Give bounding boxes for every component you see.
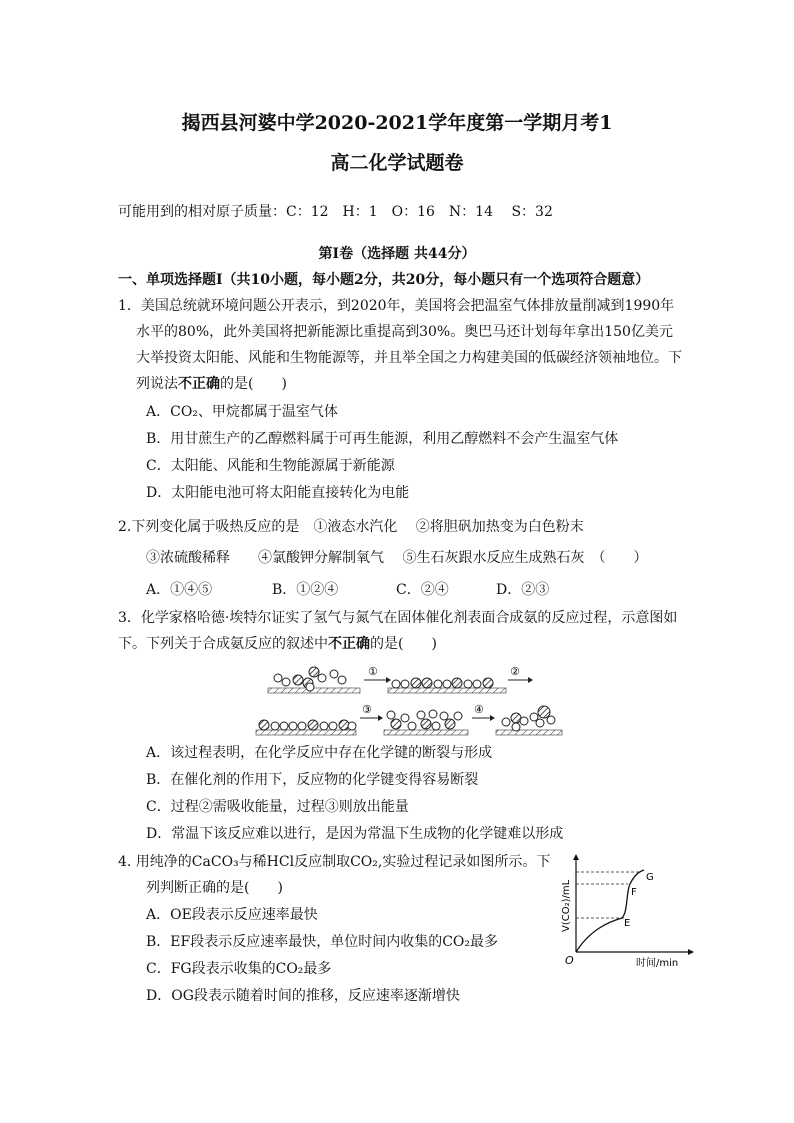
exam-title: 揭西县河婆中学2020-2021学年度第一学期月考1 — [181, 112, 613, 134]
q2-line2: ③浓硫酸稀释 ④氯酸钾分解制氧气 ⑤生石灰跟水反应生成熟石灰 （ ） — [146, 550, 648, 566]
q4-option-a: A．OE段表示反应速率最快 — [146, 907, 318, 923]
arrowhead-1 — [386, 677, 391, 683]
step-label-1: ① — [368, 665, 378, 678]
q2-option-c: C．②④ — [396, 582, 449, 598]
origin-label: O — [565, 954, 574, 967]
stage-adsorbed — [388, 678, 506, 693]
q4-line1: 4. 用纯净的CaCO₃与稀HCl反应制取CO₂,实验过程记录如图所示。下 — [118, 854, 551, 870]
q2-option-a: A．①④⑤ — [146, 582, 213, 598]
point-g-label: G — [646, 872, 654, 883]
y-axis-label: V(CO₂)/mL — [561, 879, 572, 932]
part-title: 一、单项选择题Ⅰ（共10小题，每小题2分，共20分，每小题只有一个选项符合题意） — [118, 272, 650, 288]
point-f-label: F — [631, 887, 637, 898]
atomic-masses: 可能用到的相对原子质量：C：12 H：1 O：16 N：14 S：32 — [118, 204, 553, 220]
q3-option-c: C．过程②需吸收能量，过程③则放出能量 — [146, 799, 409, 815]
q1-line1: 1．美国总统就环境问题公开表示，到2020年，美国将会把温室气体排放量削减到1990年 — [118, 298, 675, 314]
q3-line2-pre: 下。下列关于合成氨反应的叙述中 — [118, 636, 328, 652]
q1-line4-pre: 列说法 — [136, 376, 178, 392]
q3-line2-post: 的是( ) — [370, 636, 437, 652]
q4-option-d: D．OG段表示随着时间的推移，反应速率逐渐增快 — [146, 988, 460, 1004]
q3-option-d: D．常温下该反应难以进行，是因为常温下生成物的化学键难以形成 — [146, 826, 564, 842]
q2-option-d: D．②③ — [496, 582, 550, 598]
exam-subtitle: 高二化学试题卷 — [330, 152, 464, 174]
q2-option-b: B．①②④ — [272, 582, 339, 598]
q4-option-c: C．FG段表示收集的CO₂最多 — [146, 961, 332, 977]
q3-option-b: B．在催化剂的作用下，反应物的化学键变得容易断裂 — [146, 772, 479, 788]
x-axis-arrow — [688, 949, 694, 955]
step-label-2: ② — [510, 665, 520, 678]
arrowhead-4 — [490, 715, 495, 721]
x-axis-label: 时间/min — [636, 958, 679, 969]
y-axis-arrow — [573, 854, 579, 860]
q3-line2 — [118, 634, 437, 654]
q1-line4 — [136, 374, 287, 394]
q4-option-b: B．EF段表示反应速率最快，单位时间内收集的CO₂最多 — [146, 934, 499, 950]
co2-volume-graph — [556, 852, 696, 976]
arrowhead-2 — [528, 677, 533, 683]
q1-emphasis: 不正确 — [178, 376, 220, 392]
q1-option-a: A．CO₂、甲烷都属于温室气体 — [146, 404, 338, 420]
step-label-4: ④ — [474, 703, 484, 716]
catalysis-diagram — [250, 660, 580, 738]
q3-emphasis: 不正确 — [328, 636, 370, 652]
section-heading: 第Ⅰ卷（选择题 共44分） — [318, 246, 476, 262]
stage-forming — [384, 710, 468, 735]
q4-line2: 列判断正确的是( ) — [146, 880, 283, 896]
stage-product — [496, 706, 562, 735]
co2-curve — [576, 870, 644, 952]
stage-dissociated — [256, 720, 356, 735]
q1-line4-post: 的是( ) — [220, 376, 287, 392]
q3-line1: 3．化学家格哈德·埃特尔证实了氢气与氮气在固体催化剂表面合成氨的反应过程，示意图如 — [118, 610, 678, 626]
q1-line2: 水平的80%，此外美国将把新能源比重提高到30%。奥巴马还计划每年拿出150亿美元 — [136, 324, 673, 340]
q1-option-c: C．太阳能、风能和生物能源属于新能源 — [146, 458, 395, 474]
q2-line1: 2.下列变化属于吸热反应的是 ①液态水汽化 ②将胆矾加热变为白色粉末 — [118, 519, 584, 535]
q1-option-b: B．用甘蔗生产的乙醇燃料属于可再生能源，利用乙醇燃料不会产生温室气体 — [146, 431, 619, 447]
stage-initial — [268, 667, 360, 693]
point-e-label: E — [624, 918, 631, 929]
q3-option-a: A．该过程表明，在化学反应中存在化学键的断裂与形成 — [146, 745, 493, 761]
arrowhead-3 — [378, 715, 383, 721]
q1-line3: 大举投资太阳能、风能和生物能源等，并且举全国之力构建美国的低碳经济领袖地位。下 — [136, 350, 682, 366]
q1-option-d: D．太阳能电池可将太阳能直接转化为电能 — [146, 485, 410, 501]
step-label-3: ③ — [362, 703, 372, 716]
